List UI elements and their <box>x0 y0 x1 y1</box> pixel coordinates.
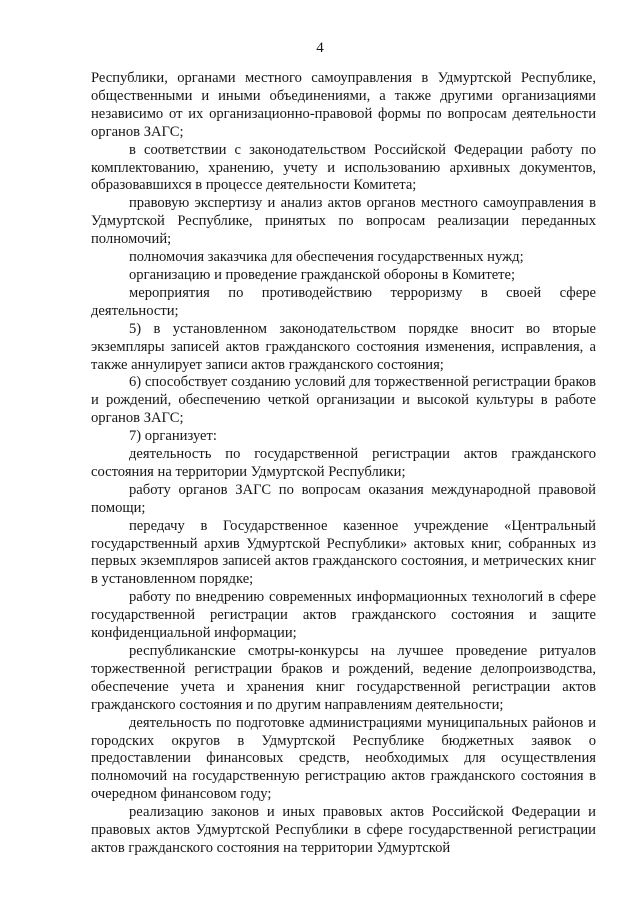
paragraph: работу по внедрению современных информационных технологий в сфере государственной регистрации актов гражданского состояния и защите конфиденциальной информации; <box>91 589 596 642</box>
paragraph: передачу в Государственное казенное учреждение «Центральный государственный архив Удмуртской Республики» актовых книг, собранных из первых экземпляров записей актов гражданского состояния, и метрических книг в установленном порядке; <box>91 517 596 588</box>
paragraph: деятельность по подготовке администрациями муниципальных районов и городских округов в Удмуртской Республике бюджетных заявок о предоставлении финансовых средств, необходимых для осуществления полномочий на государственную регистрацию актов гражданского состояния в очередном финансовом году; <box>91 714 596 803</box>
paragraph: 6) способствует созданию условий для торжественной регистрации браков и рождений, обеспечению четкой организации и высокой культуры в работе органов ЗАГС; <box>91 374 596 427</box>
document-body <box>91 70 596 858</box>
paragraph: деятельность по государственной регистрации актов гражданского состояния на территории Удмуртской Республики; <box>91 446 596 480</box>
paragraph: организацию и проведение гражданской обороны в Комитете; <box>129 266 516 283</box>
paragraph: 7) организует: <box>129 428 217 445</box>
paragraph: в соответствии с законодательством Российской Федерации работу по комплектованию, хранению, учету и использованию архивных документов, образовавшихся в процессе деятельности Комитета; <box>91 141 596 194</box>
paragraph: Республики, органами местного самоуправления в Удмуртской Республике, общественными и иными объединениями, а также другими организациями независимо от их организационно-правовой формы по вопросам деятельности органов ЗАГС; <box>91 70 596 140</box>
paragraph: реализацию законов и иных правовых актов Российской Федерации и правовых актов Удмуртской Республики в сфере государственной регистрации актов гражданского состояния на территории Удмуртской <box>91 804 596 856</box>
paragraph: работу органов ЗАГС по вопросам оказания международной правовой помощи; <box>91 481 596 516</box>
paragraph: 5) в установленном законодательством порядке вносит во вторые экземпляры записей актов гражданского состояния изменения, исправления, а также аннулирует записи актов гражданского состояния; <box>91 320 596 373</box>
paragraph: республиканские смотры-конкурсы на лучшее проведение ритуалов торжественной регистрации браков и рождений, ведение делопроизводства, обеспечение учета и хранения книг государственной регистрации актов гражданского состояния и по другим направлениям деятельности; <box>91 643 596 713</box>
paragraph: мероприятия по противодействию терроризму в своей сфере деятельности; <box>91 284 596 319</box>
paragraph: полномочия заказчика для обеспечения государственных нужд; <box>129 249 524 266</box>
paragraph: правовую экспертизу и анализ актов органов местного самоуправления в Удмуртской Республике, принятых по вопросам реализации переданных полномочий; <box>91 195 596 248</box>
page-number: 4 <box>316 40 324 56</box>
